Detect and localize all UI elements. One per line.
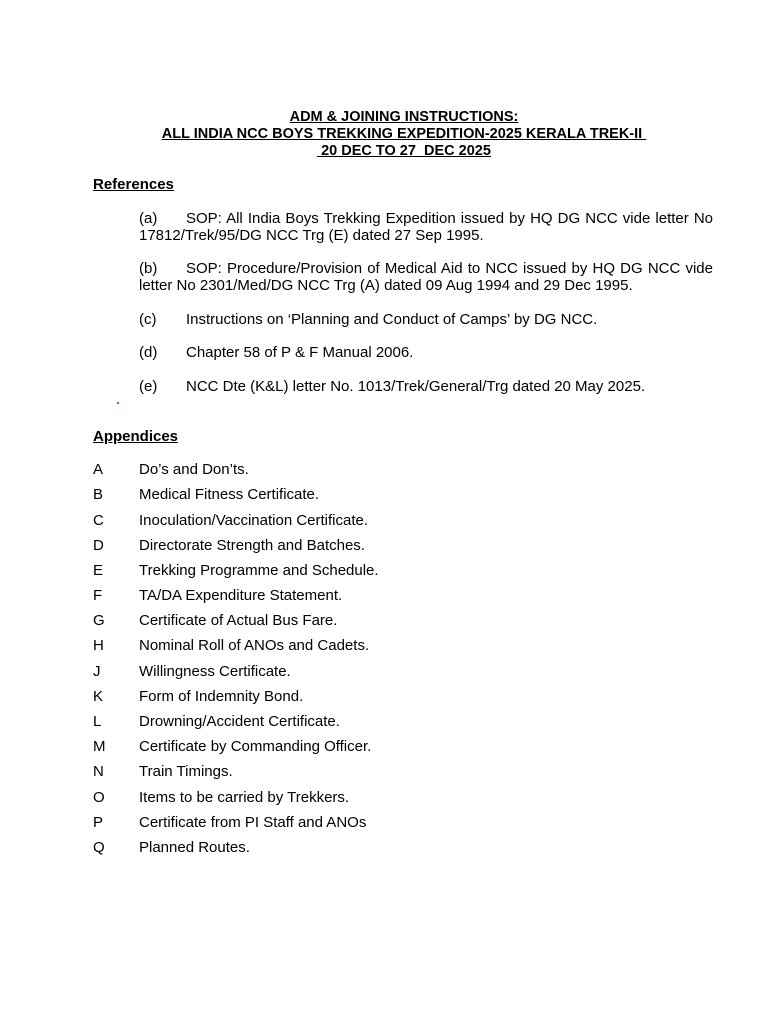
appendix-item bbox=[93, 663, 291, 680]
appendix-letter: C bbox=[93, 512, 104, 529]
appendix-letter: N bbox=[93, 763, 104, 780]
appendix-letter: E bbox=[93, 562, 104, 579]
title-line-1: ADM & JOINING INSTRUCTIONS: bbox=[289, 109, 519, 125]
appendix-text: Inoculation/Vaccination Certificate. bbox=[139, 512, 369, 529]
stray-mark bbox=[117, 402, 119, 404]
appendix-item bbox=[93, 612, 337, 629]
appendix-item bbox=[93, 789, 349, 806]
appendix-text: Do’s and Don’ts. bbox=[139, 461, 249, 478]
appendix-item bbox=[93, 637, 369, 654]
document-title bbox=[0, 109, 768, 160]
appendix-letter: M bbox=[93, 738, 106, 755]
appendix-text: Train Timings. bbox=[139, 763, 233, 780]
appendix-text: Certificate of Actual Bus Fare. bbox=[139, 612, 338, 629]
appendix-letter: G bbox=[93, 612, 105, 629]
appendix-item bbox=[93, 587, 342, 604]
appendix-text: Directorate Strength and Batches. bbox=[139, 537, 365, 554]
appendix-text: TA/DA Expenditure Statement. bbox=[139, 587, 343, 604]
appendix-letter: Q bbox=[93, 839, 105, 856]
appendix-item bbox=[93, 738, 371, 755]
appendix-letter: J bbox=[93, 663, 101, 680]
reference-text: Chapter 58 of P & F Manual 2006. bbox=[186, 344, 414, 361]
appendix-item bbox=[93, 512, 368, 529]
references-heading: References bbox=[93, 176, 174, 193]
appendix-item bbox=[93, 763, 233, 780]
reference-item bbox=[139, 344, 713, 361]
appendix-item bbox=[93, 461, 249, 478]
appendix-item bbox=[93, 814, 366, 831]
appendix-text: Form of Indemnity Bond. bbox=[139, 688, 304, 705]
appendix-text: Certificate from PI Staff and ANOs bbox=[139, 814, 367, 831]
reference-item bbox=[139, 311, 713, 328]
appendices-heading: Appendices bbox=[93, 428, 179, 445]
reference-item bbox=[139, 210, 713, 244]
appendix-text: Medical Fitness Certificate. bbox=[139, 486, 320, 503]
appendix-letter: B bbox=[93, 486, 104, 503]
title-line-2: ALL INDIA NCC BOYS TREKKING EXPEDITION-2025 KERALA TREK-II bbox=[161, 126, 647, 142]
appendix-text: Planned Routes. bbox=[139, 839, 250, 856]
appendix-item bbox=[93, 713, 340, 730]
appendix-letter: K bbox=[93, 688, 104, 705]
reference-letter: (c) bbox=[139, 311, 157, 328]
reference-letter: (e) bbox=[139, 378, 158, 395]
appendix-letter: F bbox=[93, 587, 103, 604]
reference-text: NCC Dte (K&L) letter No. 1013/Trek/General/Trg dated 20 May 2025. bbox=[186, 378, 646, 395]
appendix-item bbox=[93, 562, 379, 579]
appendix-text: Nominal Roll of ANOs and Cadets. bbox=[139, 637, 370, 654]
reference-item bbox=[139, 260, 713, 294]
appendix-letter: O bbox=[93, 789, 105, 806]
reference-text: Instructions on ‘Planning and Conduct of Camps’ by DG NCC. bbox=[186, 311, 598, 328]
appendix-letter: H bbox=[93, 637, 104, 654]
appendix-text: Certificate by Commanding Officer. bbox=[139, 738, 372, 755]
appendix-letter: A bbox=[93, 461, 104, 478]
appendix-item bbox=[93, 688, 303, 705]
appendix-text: Willingness Certificate. bbox=[139, 663, 291, 680]
appendix-letter: P bbox=[93, 814, 104, 831]
appendix-item bbox=[93, 486, 319, 503]
reference-item bbox=[139, 378, 713, 395]
reference-letter: (d) bbox=[139, 344, 158, 361]
appendix-text: Items to be carried by Trekkers. bbox=[139, 789, 350, 806]
appendix-item bbox=[93, 839, 250, 856]
appendix-letter: L bbox=[93, 713, 102, 730]
reference-letter: (b) bbox=[139, 260, 158, 277]
reference-text: SOP: All India Boys Trekking Expedition issued by HQ DG NCC vide letter No 17812/Trek/95/DG NCC Trg (E) dated 27 Sep 1995. bbox=[139, 210, 713, 244]
appendix-letter: D bbox=[93, 537, 104, 554]
reference-text: SOP: Procedure/Provision of Medical Aid to NCC issued by HQ DG NCC vide letter No 2301/Med/DG NCC Trg (A) dated 09 Aug 1994 and 29 Dec 1995. bbox=[139, 260, 713, 294]
reference-letter: (a) bbox=[139, 210, 158, 227]
appendix-item bbox=[93, 537, 365, 554]
appendix-text: Trekking Programme and Schedule. bbox=[139, 562, 379, 579]
title-line-3: 20 DEC TO 27 DEC 2025 bbox=[317, 143, 491, 159]
appendix-text: Drowning/Accident Certificate. bbox=[139, 713, 340, 730]
